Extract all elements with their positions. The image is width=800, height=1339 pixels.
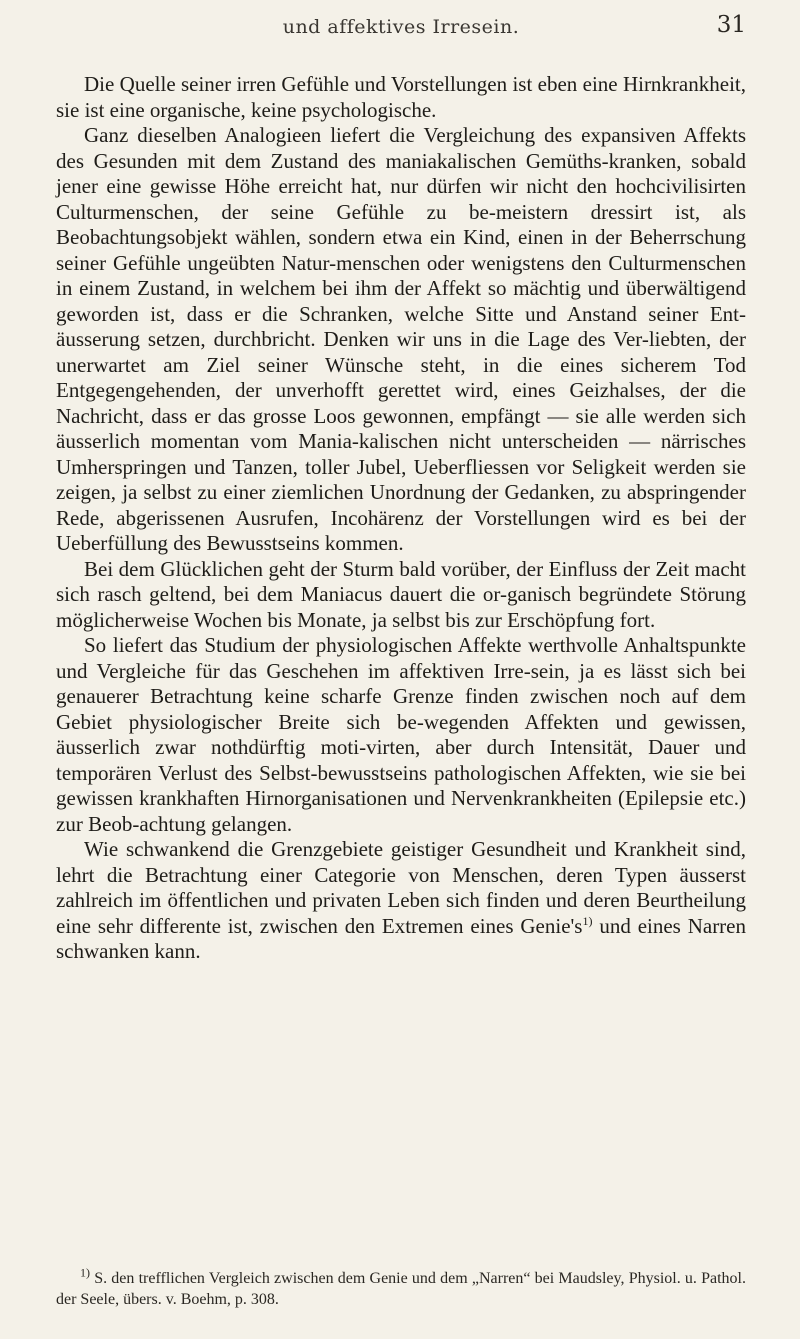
paragraph-2: Ganz dieselben Analogieen liefert die Vergleichung des expansiven Affekts des Gesunden mit dem Zustand des maniakalischen Gemüths-kranken, sobald jener eine gewisse Höhe erreicht hat, nur dürfen wir nicht den hochcivilisirten Culturmenschen, der seine Gefühle zu be-meistern dressirt ist, als Beobachtungsobjekt wählen, sondern etwa ein Kind, einen in der Beherrschung seiner Gefühle ungeübten Natur-menschen oder wenigstens den Culturmenschen in einem Zustand, in welchem bei ihm der Affekt so mächtig und überwältigend geworden ist, dass er die Schranken, welche Sitte und Anstand seiner Ent-äusserung setzen, durchbricht. Denken wir uns in die Lage des Ver-liebten, der unerwartet am Ziel seiner Wünsche steht, in die eines sicherem Tod Entgegengehenden, der unverhofft gerettet wird, eines Geizhalses, der die Nachricht, dass er das grosse Loos gewonnen, empfängt — sie alle werden sich äusserlich momentan vom Mania-kalischen nicht unterscheiden — närrisches Umherspringen und Tanzen, toller Jubel, Ueberfliessen vor Seligkeit werden sie zeigen, ja selbst zu einer ziemlichen Unordnung der Gedanken, zu abspringender Rede, abgerissenen Ausrufen, Incohärenz der Vorstellungen wird es bei der Ueberfüllung des Bewusstseins kommen.	[56, 123, 746, 555]
footnote-marker: 1)	[80, 1265, 90, 1280]
paragraph-3: Bei dem Glücklichen geht der Sturm bald vorüber, der Einfluss der Zeit macht sich rasch geltend, bei dem Maniacus dauert die or-ganisch begründete Störung möglicherweise Wochen bis Monate, ja selbst bis zur Erschöpfung fort.	[56, 556, 746, 632]
paragraph-1: Die Quelle seiner irren Gefühle und Vorstellungen ist eben eine Hirnkrankheit, sie ist eine organische, keine psychologische.	[56, 72, 746, 122]
page-header	[56, 10, 746, 44]
paragraph-4: So liefert das Studium der physiologischen Affekte werthvolle Anhaltspunkte und Vergleiche für das Geschehen im affektiven Irre-sein, ja es lässt sich bei genauerer Betrachtung keine scharfe Grenze finden zwischen noch auf dem Gebiet physiologischer Breite sich be-wegenden Affekten und gewissen, äusserlich zwar nothdürftig moti-virten, aber durch Intensität, Dauer und temporären Verlust des Selbst-bewusstseins pathologischen Affekten, wie sie bei gewissen krankhaften Hirnorganisationen und Nervenkrankheiten (Epilepsie etc.) zur Beob-achtung gelangen.	[56, 633, 746, 836]
page-number: 31	[716, 12, 746, 38]
footnote-text: S. den trefflichen Vergleich zwischen dem Genie und dem „Narren“ bei Maudsley, Physiol. u. Pathol. der Seele, übers. v. Boehm, p. 308.	[56, 1270, 746, 1308]
running-title: und affektives Irresein.	[282, 16, 520, 38]
paragraph-5-tail: und eines Narren schwanken kann.	[56, 913, 746, 963]
paragraph-5-text: Wie schwankend die Grenzgebiete geistiger Gesundheit und Krankheit sind, lehrt die Betrachtung einer Categorie von Menschen, deren Typen äusserst zahlreich im öffentlichen und privaten Leben sich finden und deren Beurtheilung eine sehr differente ist, zwischen den Extremen eines Genie's	[56, 837, 746, 938]
footnote	[56, 1265, 746, 1310]
paragraph-5	[56, 837, 746, 965]
body-text	[56, 72, 746, 965]
footnote-reference: 1)	[582, 913, 593, 928]
